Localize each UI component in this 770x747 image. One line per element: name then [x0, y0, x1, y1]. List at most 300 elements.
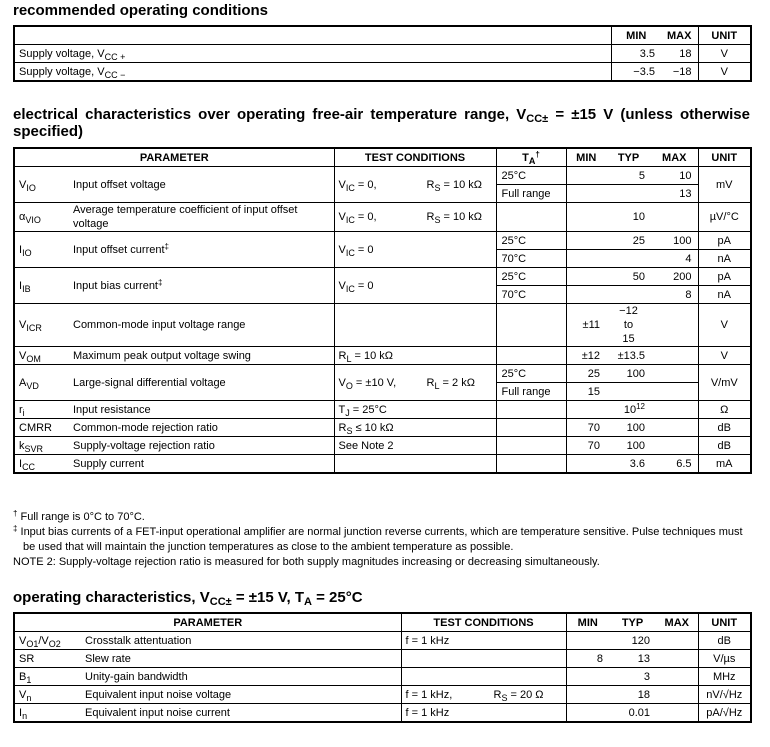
text: 100 — [626, 439, 646, 452]
footnote-double-dagger — [13, 525, 753, 555]
text: V — [720, 47, 728, 60]
text: MIN — [576, 151, 597, 164]
text: V — [338, 243, 346, 256]
parameter-name — [69, 437, 334, 455]
subscript: S — [346, 425, 353, 436]
typ-value — [606, 401, 651, 419]
text: ≤ 10 kΩ — [352, 421, 394, 434]
ambient-temperature — [496, 167, 566, 185]
test-conditions — [334, 419, 496, 437]
max-value — [656, 668, 698, 686]
test-conditions — [334, 455, 496, 474]
min-value — [566, 686, 609, 704]
text: SR — [19, 652, 35, 665]
text: = 20 Ω — [507, 688, 544, 701]
parameter-label — [14, 45, 611, 63]
test-conditions — [401, 650, 566, 668]
table-row — [14, 63, 751, 82]
text: 25°C — [501, 270, 527, 283]
header-unit — [698, 148, 751, 167]
condition-2 — [427, 179, 483, 191]
typ-value — [606, 250, 651, 268]
ambient-temperature — [496, 401, 566, 419]
typ-value — [609, 668, 656, 686]
ambient-temperature — [496, 203, 566, 232]
min-value — [566, 232, 606, 250]
condition-2 — [427, 211, 483, 223]
subscript: O1 — [26, 638, 39, 649]
subscript: CC − — [104, 69, 126, 80]
text: 200 — [673, 270, 692, 283]
subscript: SVR — [24, 443, 44, 454]
electrical-characteristics-table — [13, 147, 752, 474]
ambient-temperature — [496, 286, 566, 304]
text: 18 — [679, 47, 692, 60]
text: = ±15 V, T — [231, 589, 304, 606]
text: MIN — [626, 29, 647, 42]
table-row — [14, 704, 751, 723]
unit — [698, 268, 751, 286]
condition-1 — [339, 376, 427, 390]
text: See Note 2 — [338, 439, 394, 452]
text: f = 1 kHz, — [405, 688, 453, 701]
text: V — [19, 634, 27, 647]
max-value — [651, 167, 698, 185]
max-value — [651, 419, 698, 437]
text: V — [720, 319, 728, 331]
text: NOTE 2: Supply-voltage rejection ratio is measured for both supply magnitudes increasing or decreasing simultaneously. — [13, 556, 600, 568]
text: A — [19, 376, 27, 389]
table-row — [14, 686, 751, 704]
test-conditions — [334, 268, 496, 304]
header-unit — [698, 26, 751, 45]
max-value — [651, 286, 698, 304]
unit — [698, 167, 751, 203]
text: 3 — [643, 670, 651, 683]
text: 70°C — [501, 288, 527, 301]
subscript: S — [501, 692, 508, 703]
text: α — [19, 211, 26, 223]
subscript: ICR — [26, 323, 42, 333]
max-value — [651, 250, 698, 268]
subscript: n — [22, 710, 28, 721]
text: electrical characteristics over operating free-air temperature range, V — [13, 106, 527, 123]
min-value — [566, 365, 606, 383]
text: Equivalent input noise current — [85, 706, 230, 719]
table-row — [14, 401, 751, 419]
max-value — [651, 365, 698, 383]
text: operating characteristics, V — [13, 589, 210, 606]
text: Supply current — [73, 457, 144, 470]
min-value — [566, 347, 606, 365]
text: V/mV — [710, 376, 738, 389]
text: V — [19, 319, 27, 331]
text: −3.5 — [633, 65, 655, 78]
subscript: IC — [345, 247, 355, 258]
max-value — [661, 45, 698, 63]
unit — [698, 250, 751, 268]
header-min — [611, 26, 661, 45]
text: −12 — [619, 305, 638, 317]
min-value — [566, 419, 606, 437]
typ-value — [606, 365, 651, 383]
subscript: IO — [26, 182, 36, 193]
condition-1 — [339, 440, 394, 452]
parameter-name — [69, 232, 334, 268]
header-unit — [698, 613, 751, 632]
symbol — [14, 632, 81, 650]
min-value — [566, 383, 606, 401]
text: V — [338, 279, 346, 292]
condition-1 — [406, 707, 450, 719]
subscript: 1 — [26, 674, 32, 685]
text: = 0 — [354, 243, 374, 256]
text: 18 — [637, 688, 651, 701]
text: I — [19, 706, 23, 719]
min-value — [611, 45, 661, 63]
ambient-temperature — [496, 304, 566, 347]
table-row — [14, 232, 751, 250]
typ-value — [606, 167, 651, 185]
min-value — [566, 286, 606, 304]
header-typ — [609, 613, 656, 632]
section-title-operating-characteristics — [13, 589, 363, 606]
max-value — [651, 304, 698, 347]
typ-value — [606, 455, 651, 474]
ambient-temperature — [496, 365, 566, 383]
text: 25 — [632, 234, 646, 247]
text: Common-mode input voltage range — [73, 319, 246, 331]
text: Supply-voltage rejection ratio — [73, 439, 215, 452]
symbol — [14, 203, 69, 232]
text: MAX — [667, 29, 692, 42]
unit — [698, 232, 751, 250]
superscript: † — [13, 509, 18, 518]
subscript: VD — [26, 380, 39, 391]
text: V — [338, 376, 346, 389]
test-conditions — [334, 401, 496, 419]
text: = 25°C — [311, 589, 363, 606]
min-value — [566, 437, 606, 455]
unit — [698, 365, 751, 401]
symbol — [14, 419, 69, 437]
ambient-temperature — [496, 437, 566, 455]
text: mA — [716, 457, 733, 470]
min-value — [566, 668, 609, 686]
superscript: ‡ — [164, 241, 169, 251]
text: TYP — [621, 616, 644, 629]
header-row — [14, 26, 751, 45]
text: nA — [717, 288, 731, 301]
text: Crosstalk attentuation — [85, 634, 192, 647]
text: dB — [717, 634, 731, 647]
parameter-name — [81, 650, 401, 668]
test-conditions — [401, 668, 566, 686]
symbol — [14, 650, 81, 668]
subscript: CC — [22, 461, 36, 472]
condition-1 — [339, 280, 374, 292]
min-value — [566, 167, 606, 185]
ambient-temperature — [496, 268, 566, 286]
unit — [698, 347, 751, 365]
max-value — [656, 632, 698, 650]
recommended-operating-conditions-table — [13, 25, 752, 82]
text: I — [19, 279, 23, 292]
unit — [698, 437, 751, 455]
superscript: 12 — [636, 401, 646, 411]
text: Input offset voltage — [73, 178, 166, 191]
ambient-temperature — [496, 419, 566, 437]
unit — [698, 650, 751, 668]
max-value — [656, 704, 698, 723]
text: f = 1 kHz — [405, 634, 450, 647]
table-row — [14, 347, 751, 365]
text: 13 — [679, 187, 692, 200]
text: nA — [717, 252, 731, 265]
typ-value — [606, 437, 651, 455]
test-conditions — [334, 347, 496, 365]
text: 15 — [622, 333, 635, 345]
header-parameter — [14, 613, 401, 632]
test-conditions — [334, 203, 496, 232]
text: Average temperature coefficient of input offset voltage — [73, 204, 298, 230]
subscript: L — [346, 353, 352, 364]
min-value — [566, 704, 609, 723]
parameter-name — [69, 203, 334, 232]
parameter-name — [69, 347, 334, 365]
condition-1 — [339, 244, 374, 256]
table-row — [14, 268, 751, 286]
unit — [698, 45, 751, 63]
symbol — [14, 365, 69, 401]
text: Input bias current — [73, 279, 158, 292]
text: T — [522, 151, 529, 164]
parameter-name — [69, 304, 334, 347]
text: 10 — [679, 169, 692, 182]
subscript: IO — [22, 247, 32, 258]
text: 100 — [626, 421, 646, 434]
text: TYP — [617, 151, 640, 164]
text: 6.5 — [676, 457, 692, 470]
text: f = 1 kHz — [405, 706, 450, 719]
text: = 2 kΩ — [439, 376, 475, 389]
text: pA — [717, 234, 731, 247]
text: 100 — [626, 367, 646, 380]
text: 70°C — [501, 252, 527, 265]
text: V — [720, 349, 728, 362]
text: Ω — [720, 403, 729, 416]
text: Slew rate — [85, 652, 131, 665]
text: 100 — [673, 234, 692, 247]
text: /V — [38, 634, 49, 647]
unit — [698, 286, 751, 304]
text: 10 — [623, 403, 637, 416]
header-ta — [496, 148, 566, 167]
unit — [698, 668, 751, 686]
text: UNIT — [711, 616, 738, 629]
ambient-temperature — [496, 383, 566, 401]
text: 13 — [637, 652, 651, 665]
min-value — [566, 250, 606, 268]
max-value — [661, 63, 698, 82]
parameter-name — [69, 419, 334, 437]
subscript: OM — [26, 353, 41, 364]
symbol — [14, 167, 69, 203]
text: = 0, — [354, 211, 377, 223]
test-conditions — [401, 686, 566, 704]
text: V — [720, 65, 728, 78]
subscript: IC — [345, 215, 355, 225]
typ-value — [606, 203, 651, 232]
condition-1 — [339, 422, 394, 434]
text: ±11 — [582, 319, 601, 331]
typ-value — [609, 632, 656, 650]
text: 3.6 — [629, 457, 646, 470]
text: r — [19, 403, 23, 416]
parameter-name — [69, 401, 334, 419]
min-value — [566, 185, 606, 203]
typ-value — [606, 347, 651, 365]
text: pA — [717, 270, 731, 283]
text: dB — [717, 421, 731, 434]
table-row — [14, 365, 751, 383]
parameter-name — [69, 455, 334, 474]
text: 70 — [587, 439, 601, 452]
text: I — [19, 243, 23, 256]
typ-value — [609, 650, 656, 668]
unit — [698, 63, 751, 82]
table-row — [14, 668, 751, 686]
text: 70 — [587, 421, 601, 434]
parameter-label — [14, 63, 611, 82]
text: UNIT — [711, 151, 738, 164]
text: MHz — [712, 670, 736, 683]
min-value — [566, 401, 606, 419]
header-max — [656, 613, 698, 632]
subscript: IC — [345, 283, 355, 294]
text: ±13.5 — [617, 349, 646, 362]
condition-2 — [427, 377, 475, 389]
text: = 10 kΩ — [440, 211, 483, 223]
parameter-name — [81, 704, 401, 723]
min-value — [566, 650, 609, 668]
unit — [698, 203, 751, 232]
header-min — [566, 148, 606, 167]
max-value — [651, 232, 698, 250]
test-conditions — [334, 167, 496, 203]
text: Maximum peak output voltage swing — [73, 349, 251, 362]
text: R — [338, 349, 347, 362]
text: I — [19, 457, 23, 470]
test-conditions — [334, 232, 496, 268]
text: V — [338, 178, 346, 191]
text: Input resistance — [73, 403, 151, 416]
text: T — [338, 403, 346, 416]
parameter-name — [69, 365, 334, 401]
ambient-temperature — [496, 232, 566, 250]
parameter-name — [81, 632, 401, 650]
typ-value — [606, 286, 651, 304]
parameter-name — [81, 668, 401, 686]
text: R — [493, 688, 502, 701]
text: UNIT — [711, 29, 738, 42]
min-value — [611, 63, 661, 82]
text: V/µs — [713, 652, 736, 665]
subscript: L — [434, 380, 440, 391]
text: 25°C — [501, 169, 527, 182]
text: to — [623, 319, 634, 331]
text: V — [19, 178, 27, 191]
ambient-temperature — [496, 185, 566, 203]
symbol — [14, 668, 81, 686]
text: V — [19, 349, 27, 362]
ambient-temperature — [496, 455, 566, 474]
condition-2 — [494, 689, 544, 701]
operating-characteristics-table — [13, 612, 752, 723]
table-row — [14, 455, 751, 474]
header-max — [651, 148, 698, 167]
typ-value — [609, 704, 656, 723]
max-value — [651, 185, 698, 203]
typ-value — [606, 383, 651, 401]
subscript: S — [434, 215, 441, 225]
text: CMRR — [19, 421, 52, 434]
text: k — [19, 439, 25, 452]
typ-value — [606, 185, 651, 203]
superscript: ‡ — [158, 277, 163, 287]
subscript: VIO — [25, 215, 41, 225]
unit — [698, 419, 751, 437]
typ-value — [606, 304, 651, 347]
subscript: CC + — [104, 51, 126, 62]
text: 25 — [587, 367, 601, 380]
max-value — [656, 650, 698, 668]
subscript: S — [434, 182, 441, 193]
text: 0.01 — [628, 706, 651, 719]
text: Common-mode rejection ratio — [73, 421, 218, 434]
table-row — [14, 632, 751, 650]
table-row — [14, 304, 751, 347]
symbol — [14, 455, 69, 474]
text: PARAMETER — [139, 151, 209, 164]
text: = 10 kΩ — [440, 178, 483, 191]
unit — [698, 632, 751, 650]
text: Input bias currents of a FET-input operational amplifier are normal junction reverse currents, which are temperature sensitive. Pulse techniques must be used that will maintain the junction temperatures as close to the ambient temperature as possible. — [17, 526, 743, 553]
condition-1 — [339, 178, 427, 192]
text: = ±15 V (unless otherwise specified) — [13, 106, 750, 140]
table-row — [14, 419, 751, 437]
condition-1 — [406, 635, 450, 647]
max-value — [651, 268, 698, 286]
text: MAX — [664, 616, 689, 629]
text: µV/°C — [709, 211, 739, 223]
max-value — [651, 401, 698, 419]
superscript: ‡ — [13, 524, 18, 533]
table-row — [14, 45, 751, 63]
unit — [698, 401, 751, 419]
superscript: † — [535, 149, 540, 159]
text: Full range — [501, 385, 551, 398]
text: Input offset current — [73, 243, 165, 256]
test-conditions — [334, 437, 496, 455]
condition-1 — [406, 688, 494, 702]
text: R — [426, 178, 435, 191]
typ-value — [606, 232, 651, 250]
text: 8 — [685, 288, 692, 301]
text: TEST CONDITIONS — [364, 151, 466, 164]
text: Supply voltage, V — [19, 47, 105, 60]
section-title-electrical-characteristics — [13, 106, 750, 140]
